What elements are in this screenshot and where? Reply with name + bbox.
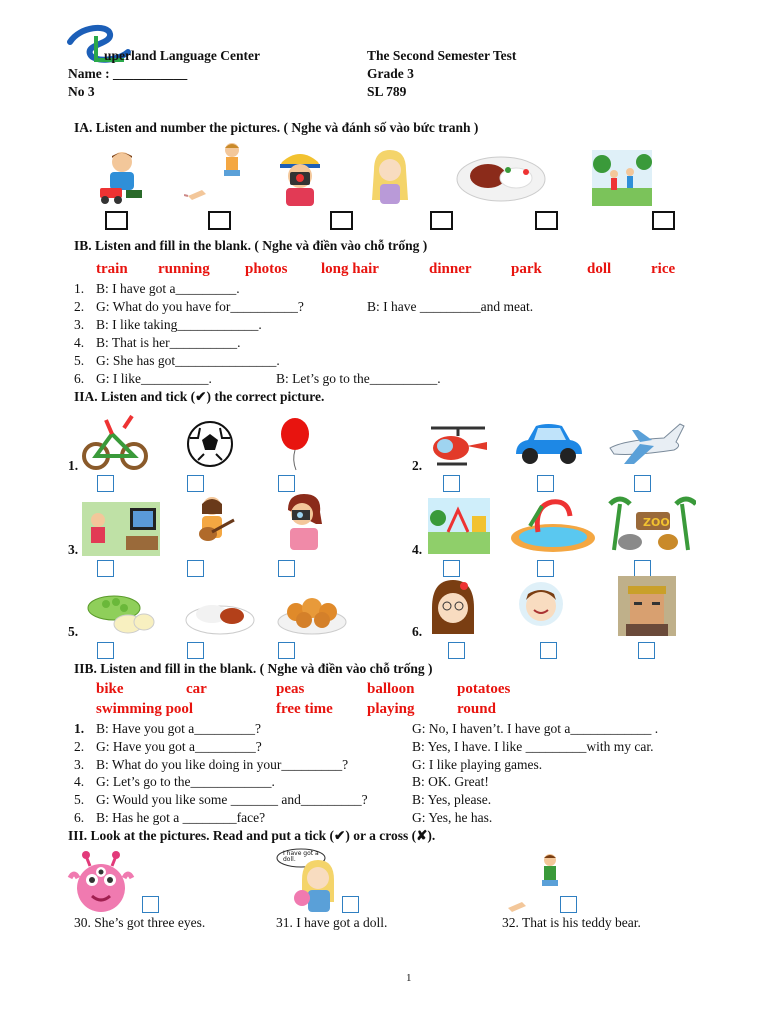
swimming-pool-picture [508, 496, 598, 554]
bike-picture [82, 410, 148, 472]
item-31-caption: 31. I have got a doll. [276, 915, 388, 930]
name-field[interactable]: Name : ___________ [68, 66, 188, 81]
round-face-girl-picture [428, 578, 478, 636]
picture-6-checkbox[interactable] [652, 211, 675, 230]
section-2a-title: IIA. Listen and tick (✔) the correct picture. [74, 389, 325, 404]
line-text-answer: B: I have _________and meat. [367, 299, 534, 314]
dinner-picture [456, 152, 546, 202]
line-number: 4. [74, 774, 85, 789]
group-2-option-1-checkbox[interactable] [443, 475, 460, 492]
group-2-number: 2. [412, 458, 423, 473]
boy-with-toy-car-picture [96, 150, 146, 205]
line-number: 2. [74, 739, 85, 754]
word-dinner: dinner [429, 261, 472, 277]
potatoes-picture [276, 588, 348, 636]
line-left: B: Has he got a ________face? [96, 810, 266, 825]
line-text: G: What do you have for__________? [96, 299, 304, 314]
group-2-option-2-checkbox[interactable] [537, 475, 554, 492]
item-30-caption: 30. She’s got three eyes. [74, 915, 206, 930]
peas-picture [84, 590, 156, 636]
line-number: 5. [74, 792, 85, 807]
word-free-time: free time [276, 701, 333, 717]
word-balloon: balloon [367, 681, 415, 697]
picture-3-checkbox[interactable] [330, 211, 353, 230]
square-face-man-picture [618, 576, 676, 636]
line-right: B: OK. Great! [412, 774, 489, 789]
line-number: 4. [74, 335, 85, 350]
group-6-option-3-checkbox[interactable] [638, 642, 655, 659]
line-number: 6. [74, 371, 85, 386]
grade: Grade 3 [367, 66, 414, 81]
line-number: 5. [74, 353, 85, 368]
line-text: B: I have got a_________. [96, 281, 240, 296]
group-3-option-1-checkbox[interactable] [97, 560, 114, 577]
dialogue-line-2[interactable] [74, 739, 654, 755]
word-playing: playing [367, 701, 415, 717]
girl-pointing-picture [184, 140, 250, 206]
line-text: B: That is her__________. [96, 335, 241, 350]
word-potatoes: potatoes [457, 681, 511, 697]
line-text: G: I like__________. [96, 371, 212, 386]
word-photos: photos [245, 261, 288, 277]
group-3-option-3-checkbox[interactable] [278, 560, 295, 577]
line-right: B: Yes, please. [412, 792, 492, 807]
monster-picture [66, 850, 136, 914]
fill-line-4[interactable] [74, 335, 241, 351]
dialogue-line-6[interactable] [74, 810, 493, 826]
line-text: B: I like taking____________. [96, 317, 262, 332]
picture-1-checkbox[interactable] [105, 211, 128, 230]
group-5-option-1-checkbox[interactable] [97, 642, 114, 659]
line-text: G: She has got_______________. [96, 353, 280, 368]
fill-line-3[interactable] [74, 317, 262, 333]
group-4-number: 4. [412, 542, 423, 557]
word-doll: doll [587, 261, 612, 277]
line-number: 1. [74, 281, 85, 296]
word-car: car [186, 681, 207, 697]
line-left: B: Have you got a_________? [96, 721, 261, 736]
dialogue-line-1[interactable] [74, 721, 659, 737]
center-name: uperland Language Center [104, 48, 261, 63]
girl-playing-guitar-picture [188, 494, 238, 554]
girl-playing-game-picture [82, 502, 160, 556]
fill-line-5[interactable] [74, 353, 280, 369]
item-30-checkbox[interactable] [142, 896, 159, 913]
line-left: B: What do you like doing in your_________? [96, 757, 349, 772]
line-text-answer: B: Let’s go to the__________. [276, 371, 441, 386]
line-number: 3. [74, 757, 85, 772]
group-5-number: 5. [68, 624, 79, 639]
girl-taking-photo-picture [276, 150, 324, 206]
plane-picture [604, 414, 686, 470]
group-1-option-1-checkbox[interactable] [97, 475, 114, 492]
park-picture [592, 150, 652, 206]
line-left: G: Have you got a_________? [96, 739, 262, 754]
svg-text:ZOO: ZOO [643, 516, 670, 529]
line-number: 6. [74, 810, 85, 825]
page-number: 1 [406, 972, 412, 984]
helicopter-picture [425, 422, 491, 470]
line-number: 3. [74, 317, 85, 332]
picture-2-checkbox[interactable] [208, 211, 231, 230]
zoo-picture [606, 494, 696, 556]
fill-line-2[interactable] [74, 299, 534, 315]
group-1-option-3-checkbox[interactable] [278, 475, 295, 492]
line-left: G: Let’s go to the____________. [96, 774, 275, 789]
section-2b-title: IIB. Listen and fill in the blank. ( Nghe và điền vào chỗ trống ) [74, 661, 433, 676]
picture-4-checkbox[interactable] [430, 211, 453, 230]
group-1-number: 1. [68, 458, 79, 473]
item-32-caption: 32. That is his teddy bear. [502, 915, 641, 930]
balloon-picture [278, 418, 312, 472]
group-3-option-2-checkbox[interactable] [187, 560, 204, 577]
group-4-option-2-checkbox[interactable] [537, 560, 554, 577]
group-5-option-2-checkbox[interactable] [187, 642, 204, 659]
word-swimming-pool: swimming pool [96, 701, 194, 717]
word-park: park [511, 261, 542, 277]
picture-5-checkbox[interactable] [535, 211, 558, 230]
section-3-title: III. Look at the pictures. Read and put a tick (✔) or a cross (✘). [68, 828, 436, 843]
group-4-option-3-checkbox[interactable] [634, 560, 651, 577]
girl-long-hair-picture [366, 150, 414, 206]
word-rice: rice [651, 261, 676, 277]
section-1b-title: IB. Listen and fill in the blank. ( Nghe và điền vào chỗ trống ) [74, 238, 428, 253]
group-1-option-2-checkbox[interactable] [187, 475, 204, 492]
item-32-checkbox[interactable] [560, 896, 577, 913]
group-2-option-3-checkbox[interactable] [634, 475, 651, 492]
fill-line-1[interactable] [74, 281, 240, 297]
word-long-hair: long hair [321, 261, 379, 277]
word-round: round [457, 701, 496, 717]
line-number: 1. [74, 721, 85, 736]
test-number: No 3 [68, 84, 95, 99]
group-6-option-2-checkbox[interactable] [540, 642, 557, 659]
group-4-option-1-checkbox[interactable] [443, 560, 460, 577]
girl-with-doll-picture [292, 858, 340, 914]
word-train: train [96, 261, 128, 277]
section-1a-title: IA. Listen and number the pictures. ( Nghe và đánh số vào bức tranh ) [74, 120, 479, 135]
word-peas: peas [276, 681, 305, 697]
line-left: G: Would you like some _______ and_________? [96, 792, 368, 807]
girl-camera-picture [280, 494, 326, 552]
test-title: The Second Semester Test [367, 48, 517, 63]
speech-bubble-text: I have got a doll. [283, 850, 319, 863]
item-31-checkbox[interactable] [342, 896, 359, 913]
line-right: G: Yes, he has. [412, 810, 493, 825]
dialogue-line-4[interactable] [74, 774, 489, 790]
line-right: B: Yes, I have. I like _________with my car. [412, 739, 654, 754]
line-right: G: I like playing games. [412, 757, 543, 772]
chicken-and-rice-picture [184, 594, 256, 636]
boy-pointing-picture [506, 850, 562, 912]
word-running: running [158, 261, 210, 277]
test-code: SL 789 [367, 84, 407, 99]
dialogue-line-3[interactable] [74, 757, 543, 773]
car-picture [512, 418, 584, 470]
group-6-option-1-checkbox[interactable] [448, 642, 465, 659]
dialogue-line-5[interactable] [74, 792, 492, 808]
line-right: G: No, I haven’t. I have got a____________ . [412, 721, 659, 736]
group-5-option-3-checkbox[interactable] [278, 642, 295, 659]
group-6-number: 6. [412, 624, 423, 639]
group-3-number: 3. [68, 542, 79, 557]
round-face-boy-picture [518, 578, 564, 630]
park-scene-picture [428, 498, 490, 554]
word-bike: bike [96, 681, 124, 697]
line-number: 2. [74, 299, 85, 314]
football-picture [186, 420, 234, 468]
fill-line-6[interactable] [74, 371, 441, 387]
